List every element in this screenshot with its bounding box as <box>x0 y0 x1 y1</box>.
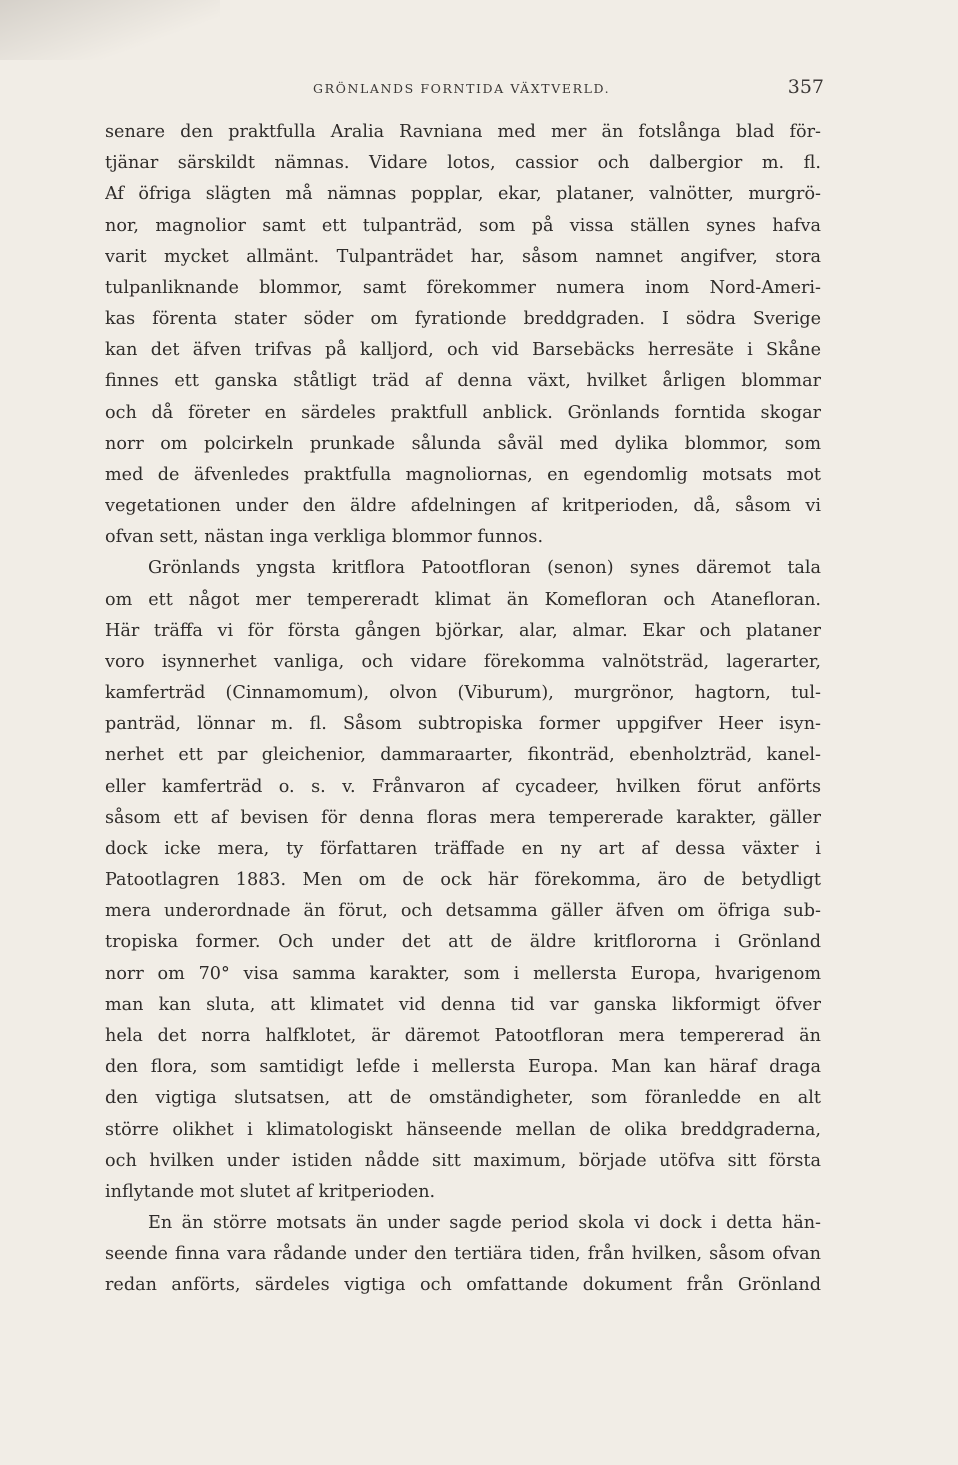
text-line: Patootlagren 1883. Men om de ock här förekomma, äro de betydligt <box>105 870 821 891</box>
text-line: kan det äfven trifvas på kalljord, och vid Barsebäcks herresäte i Skåne <box>105 340 821 361</box>
text-line: tjänar särskildt nämnas. Vidare lotos, cassior och dalbergior m. fl. <box>105 153 821 174</box>
page-edge-shadow <box>0 0 220 60</box>
page-number: 357 <box>787 76 824 98</box>
text-line: Af öfriga slägten må nämnas popplar, ekar, plataner, valnötter, murgrö- <box>105 184 821 205</box>
text-line: Grönlands yngsta kritflora Patootfloran (senon) synes däremot tala <box>148 558 821 579</box>
text-line: seende finna vara rådande under den tertiära tiden, från hvilken, såsom ofvan <box>105 1244 821 1265</box>
text-line: större olikhet i klimatologiskt hänseende mellan de olika breddgraderna, <box>105 1119 821 1140</box>
text-line: dock icke mera, ty författaren träffade en ny art af dessa växter i <box>105 838 821 859</box>
text-line: eller kamferträd o. s. v. Frånvaron af cycadeer, hvilken förut anförts <box>105 776 821 797</box>
page-header <box>108 76 824 106</box>
text-line: med de äfvenledes praktfulla magnoliornas, en egendomlig motsats mot <box>105 464 821 485</box>
text-line: vegetationen under den äldre afdelningen af kritperioden, då, såsom vi <box>105 496 821 517</box>
running-title: GRÖNLANDS FORNTIDA VÄXTVERLD. <box>313 81 611 96</box>
text-line: En än större motsats än under sagde period skola vi dock i detta hän- <box>148 1213 821 1234</box>
text-line: finnes ett ganska ståtligt träd af denna växt, hvilket årligen blommar <box>105 371 821 392</box>
text-line: voro isynnerhet vanliga, och vidare förekomma valnötsträd, lagerarter, <box>105 651 821 672</box>
text-line: hela det norra halfklotet, är däremot Patootfloran mera tempererad än <box>105 1025 821 1046</box>
text-line: mera underordnade än förut, och detsamma gäller äfven om öfriga sub- <box>105 901 821 922</box>
text-line: kas förenta stater söder om fyrationde breddgraden. I södra Sverige <box>105 309 821 330</box>
text-line: senare den praktfulla Aralia Ravniana med mer än fotslånga blad för- <box>105 122 821 142</box>
text-line: ofvan sett, nästan inga verkliga blommor funnos. <box>105 527 544 548</box>
text-line: nor, magnolior samt ett tulpanträd, som på vissa ställen synes hafva <box>105 215 821 236</box>
text-line: nerhet ett par gleichenior, dammaraarter, fikonträd, ebenholzträd, kanel- <box>105 745 821 766</box>
text-line: och då företer en särdeles praktfull anblick. Grönlands forntida skogar <box>105 402 821 423</box>
body-text <box>105 117 821 1302</box>
text-line: varit mycket allmänt. Tulpanträdet har, såsom namnet angifver, stora <box>105 246 821 267</box>
text-line: den flora, som samtidigt lefde i mellersta Europa. Man kan häraf draga <box>105 1057 821 1078</box>
text-line: och hvilken under istiden nådde sitt maximum, började utöfva sitt första <box>105 1150 821 1171</box>
text-line: Här träffa vi för första gången björkar, alar, almar. Ekar och plataner <box>105 620 821 641</box>
text-line: såsom ett af bevisen för denna floras mera tempererade karakter, gäller <box>105 807 821 828</box>
text-line: panträd, lönnar m. fl. Såsom subtropiska former uppgifver Heer isyn- <box>105 714 821 735</box>
text-line: tropiska former. Och under det att de äldre kritflororna i Grönland <box>105 932 821 953</box>
text-line: inflytande mot slutet af kritperioden. <box>105 1181 436 1202</box>
text-line: norr om 70° visa samma karakter, som i mellersta Europa, hvarigenom <box>105 963 821 984</box>
text-line: den vigtiga slutsatsen, att de omständigheter, som föranledde en alt <box>105 1088 821 1109</box>
text-line: norr om polcirkeln prunkade sålunda såväl med dylika blommor, som <box>105 433 821 454</box>
text-line: om ett något mer tempereradt klimat än Komefloran och Atanefloran. <box>105 589 821 610</box>
text-line: tulpanliknande blommor, samt förekommer numera inom Nord-Ameri- <box>105 277 821 298</box>
text-line: redan anförts, särdeles vigtiga och omfattande dokument från Grönland <box>105 1275 821 1296</box>
text-line: kamferträd (Cinnamomum), olvon (Viburum), murgrönor, hagtorn, tul- <box>105 683 821 704</box>
text-line: man kan sluta, att klimatet vid denna tid var ganska likformigt öfver <box>105 994 821 1015</box>
